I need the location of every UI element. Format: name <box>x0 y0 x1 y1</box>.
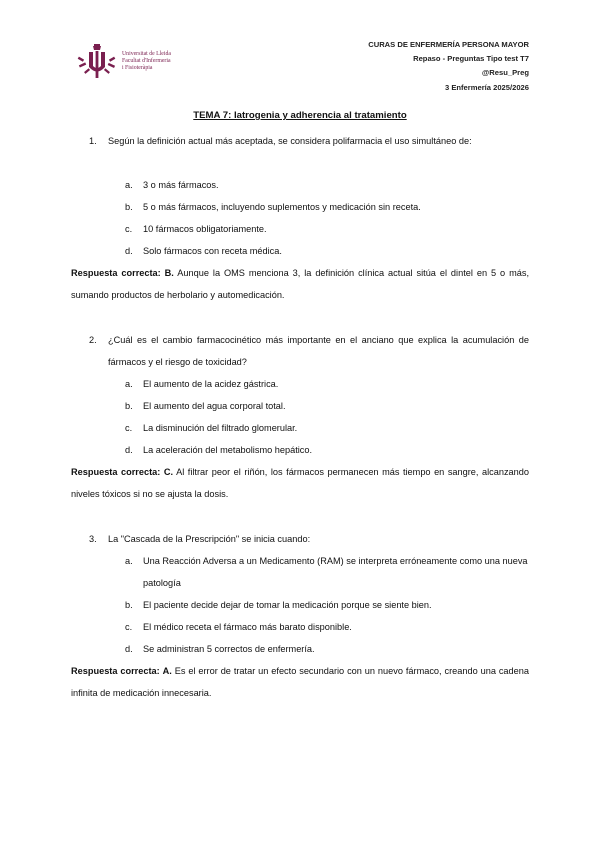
page-title: TEMA 7: Iatrogenia y adherencia al tratamiento <box>193 110 407 121</box>
option-letter: a. <box>125 180 133 190</box>
answer-1 <box>71 262 529 306</box>
option-3b <box>125 594 530 616</box>
university-name <box>122 51 171 72</box>
option-letter: b. <box>125 401 133 411</box>
option-text: Se administran 5 correctos de enfermería. <box>143 644 315 654</box>
option-1c <box>125 218 530 240</box>
answer-explanation: Aunque la OMS menciona 3, la definición clínica actual sitúa el dintel en 5 o más, sumando productos de herbolario y automedicación. <box>71 268 529 300</box>
question-number: 1. <box>89 136 97 146</box>
university-crest-icon <box>76 42 120 80</box>
option-text: La aceleración del metabolismo hepático. <box>143 445 313 455</box>
document-header <box>368 38 529 95</box>
answer-letter: B. <box>164 268 174 278</box>
option-3c <box>125 616 530 638</box>
answer-2 <box>71 461 529 505</box>
university-logo <box>76 42 206 80</box>
option-text: Una Reacción Adversa a un Medicamento (RAM) se interpreta erróneamente como una nueva patología <box>143 556 528 588</box>
option-letter: c. <box>125 224 133 234</box>
header-subtitle: Repaso - Preguntas Tipo test T7 <box>413 54 529 64</box>
option-1a <box>125 174 530 196</box>
question-number: 2. <box>89 335 97 345</box>
option-2c <box>125 417 530 439</box>
logo-line: Universitat de Lleida <box>122 51 171 57</box>
header-year: 3 Enfermería 2025/2026 <box>444 82 529 92</box>
option-2a <box>125 373 530 395</box>
option-text: El médico receta el fármaco más barato disponible. <box>143 622 352 632</box>
question-text: ¿Cuál es el cambio farmacocinético más importante en el anciano que explica la acumulación de fármacos y el riesgo de toxicidad? <box>108 335 529 367</box>
answer-label: Respuesta correcta: <box>71 666 160 676</box>
answer-letter: C. <box>163 467 174 477</box>
header-handle: @Resu_Preg <box>481 68 529 78</box>
option-letter: c. <box>125 423 133 433</box>
question-number: 3. <box>89 534 97 544</box>
option-2b <box>125 395 530 417</box>
question-1 <box>89 130 529 152</box>
option-text: 3 o más fármacos. <box>143 180 219 190</box>
answer-explanation: Al filtrar peor el riñón, los fármacos permanecen más tiempo en sangre, alcanzando niveles tóxicos si no se ajusta la dosis. <box>71 467 529 499</box>
question-3 <box>89 528 529 550</box>
option-letter: c. <box>125 622 133 632</box>
answer-letter: A. <box>162 666 172 676</box>
option-text: El aumento de la acidez gástrica. <box>143 379 279 389</box>
option-letter: a. <box>125 379 133 389</box>
option-1b <box>125 196 530 218</box>
question-text: La "Cascada de la Prescripción" se inicia cuando: <box>108 534 311 544</box>
question-text: Según la definición actual más aceptada, se considera polifarmacia el uso simultáneo de: <box>108 136 472 146</box>
option-letter: d. <box>125 644 133 654</box>
option-letter: b. <box>125 202 133 212</box>
answer-label: Respuesta correcta: <box>71 268 161 278</box>
option-text: El aumento del agua corporal total. <box>143 401 286 411</box>
option-3a <box>125 550 530 594</box>
option-2d <box>125 439 530 461</box>
option-letter: d. <box>125 246 133 256</box>
answer-3 <box>71 660 529 704</box>
option-text: La disminución del filtrado glomerular. <box>143 423 298 433</box>
option-letter: d. <box>125 445 133 455</box>
header-course: CURAS DE ENFERMERÍA PERSONA MAYOR <box>368 40 529 49</box>
logo-line: i Fisioteràpia <box>122 65 153 71</box>
option-text: 10 fármacos obligatoriamente. <box>143 224 267 234</box>
option-letter: a. <box>125 556 133 566</box>
option-text: 5 o más fármacos, incluyendo suplementos y medicación sin receta. <box>143 202 421 212</box>
answer-label: Respuesta correcta: <box>71 467 161 477</box>
option-text: El paciente decide dejar de tomar la medicación porque se siente bien. <box>143 600 432 610</box>
logo-line: Facultat d'Infermeria <box>122 58 171 64</box>
option-text: Solo fármacos con receta médica. <box>143 246 282 256</box>
option-3d <box>125 638 530 660</box>
question-2 <box>89 329 529 373</box>
option-1d <box>125 240 530 262</box>
option-letter: b. <box>125 600 133 610</box>
answer-explanation: Es el error de tratar un efecto secundario con un nuevo fármaco, creando una cadena infinita de medicación innecesaria. <box>71 666 529 698</box>
